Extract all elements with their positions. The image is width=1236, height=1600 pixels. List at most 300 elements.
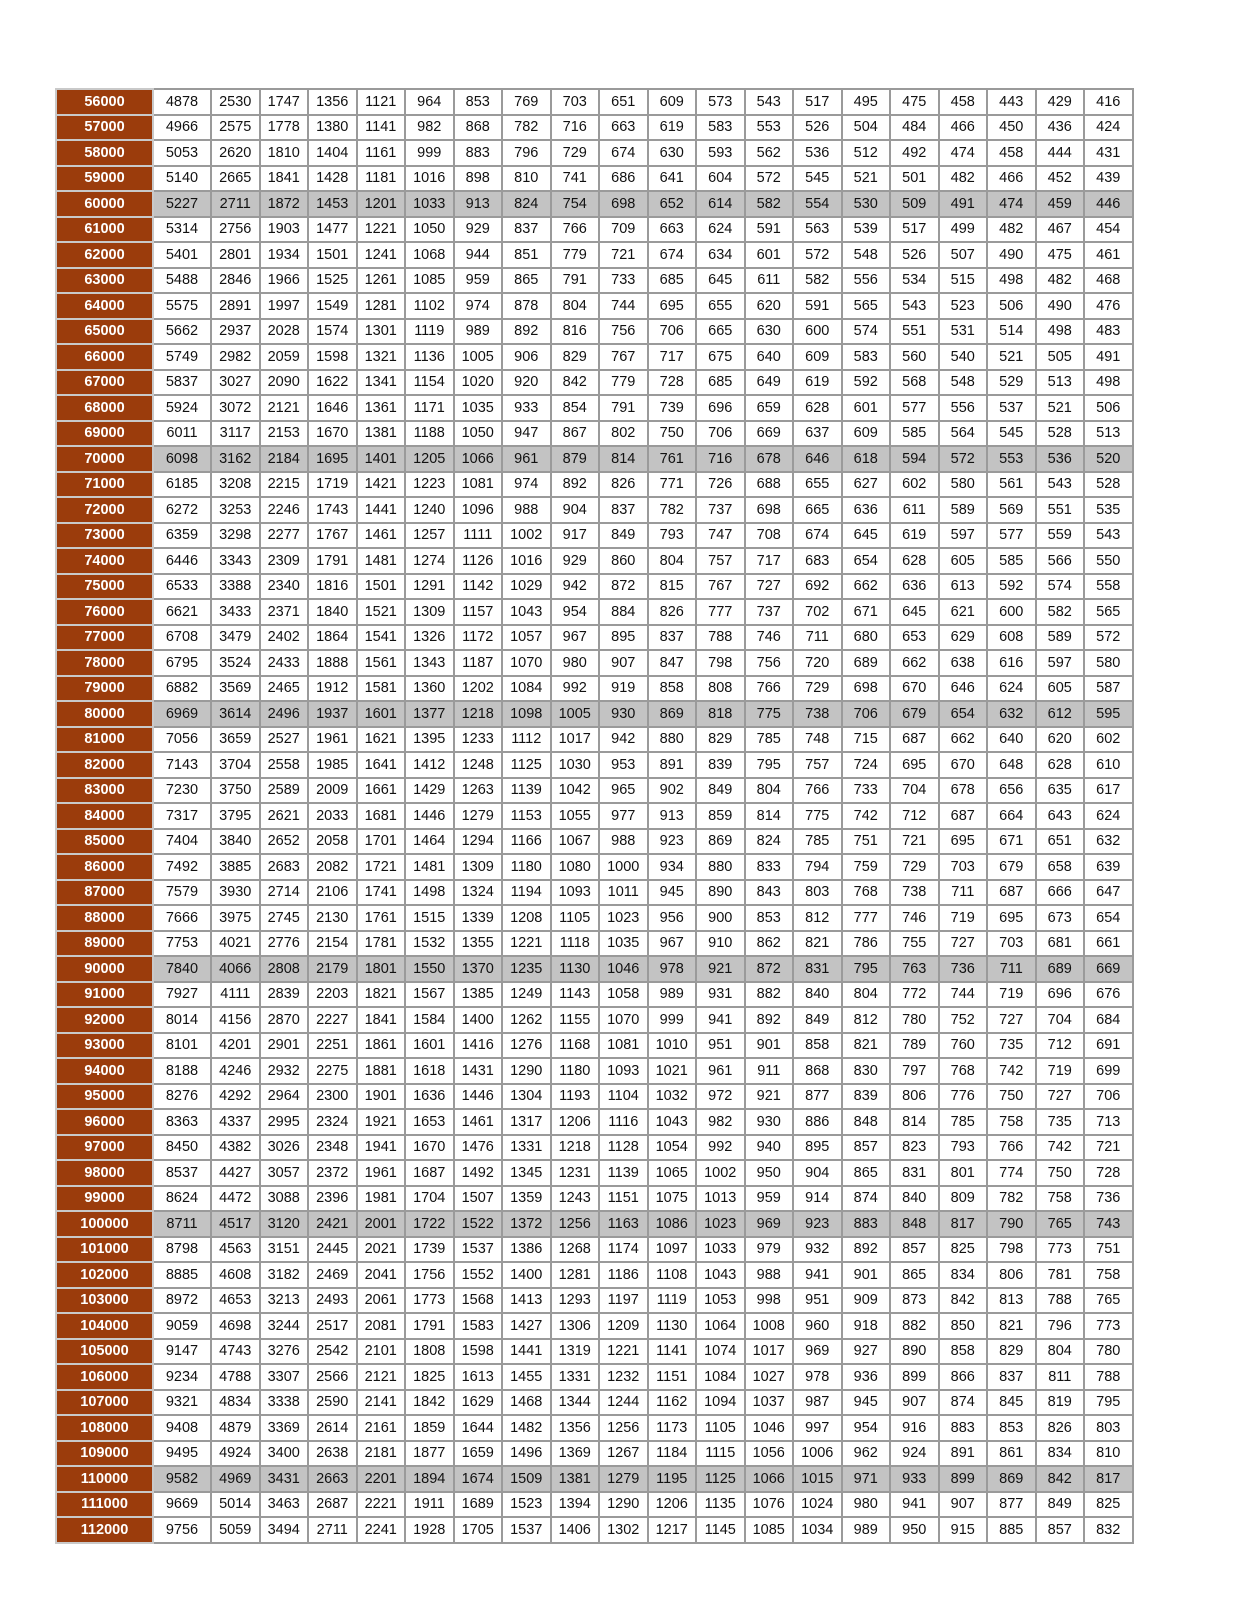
table-row: [56, 1135, 1133, 1161]
table-cell: 803: [1084, 1415, 1133, 1441]
table-row: [56, 1109, 1133, 1135]
table-cell: 849: [696, 778, 745, 804]
table-cell: 1154: [405, 370, 454, 396]
table-cell: 2687: [308, 1492, 357, 1518]
table-cell: 733: [599, 268, 648, 294]
table-cell: 2683: [260, 854, 309, 880]
table-cell: 1431: [454, 1058, 503, 1084]
table-cell: 765: [1084, 1288, 1133, 1314]
table-cell: 1903: [260, 217, 309, 243]
table-cell: 1455: [502, 1364, 551, 1390]
table-cell: 733: [842, 778, 891, 804]
table-cell: 629: [939, 625, 988, 651]
table-cell: 1621: [357, 727, 406, 753]
table-cell: 591: [745, 217, 794, 243]
table-cell: 967: [648, 931, 697, 957]
table-cell: 562: [745, 140, 794, 166]
table-row: [56, 1237, 1133, 1263]
table-cell: 2001: [357, 1211, 406, 1237]
table-cell: 1370: [454, 956, 503, 982]
table-cell: 1293: [551, 1288, 600, 1314]
table-cell: 786: [842, 931, 891, 957]
table-cell: 1324: [454, 880, 503, 906]
table-cell: 2201: [357, 1466, 406, 1492]
table-cell: 2277: [260, 523, 309, 549]
table-cell: 1151: [648, 1364, 697, 1390]
table-cell: 4337: [211, 1109, 260, 1135]
table-cell: 747: [696, 523, 745, 549]
table-cell: 1446: [405, 803, 454, 829]
table-cell: 2614: [308, 1415, 357, 1441]
table-cell: 941: [890, 1492, 939, 1518]
table-cell: 886: [793, 1109, 842, 1135]
table-cell: 774: [987, 1160, 1036, 1186]
table-cell: 2396: [308, 1186, 357, 1212]
table-cell: 504: [842, 115, 891, 141]
table-cell: 727: [1036, 1084, 1085, 1110]
table-cell: 545: [793, 166, 842, 192]
table-cell: 637: [793, 421, 842, 447]
table-cell: 1705: [454, 1517, 503, 1543]
table-cell: 706: [1084, 1084, 1133, 1110]
table-cell: 941: [793, 1262, 842, 1288]
table-cell: 498: [1084, 370, 1133, 396]
table-cell: 574: [1036, 574, 1085, 600]
table-cell: 685: [648, 268, 697, 294]
table-cell: 728: [1084, 1160, 1133, 1186]
table-cell: 1537: [502, 1517, 551, 1543]
table-cell: 7666: [153, 905, 211, 931]
table-cell: 8188: [153, 1058, 211, 1084]
table-cell: 913: [648, 803, 697, 829]
table-cell: 1015: [793, 1466, 842, 1492]
table-cell: 971: [842, 1466, 891, 1492]
table-cell: 8798: [153, 1237, 211, 1263]
table-cell: 869: [987, 1466, 1036, 1492]
table-cell: 877: [793, 1084, 842, 1110]
table-cell: 758: [1036, 1186, 1085, 1212]
table-cell: 3704: [211, 752, 260, 778]
table-cell: 954: [551, 599, 600, 625]
row-header: 96000: [56, 1109, 153, 1135]
table-cell: 1241: [357, 242, 406, 268]
table-cell: 969: [745, 1211, 794, 1237]
table-cell: 892: [551, 472, 600, 498]
table-cell: 944: [454, 242, 503, 268]
table-cell: 837: [648, 625, 697, 651]
table-cell: 628: [793, 395, 842, 421]
table-cell: 482: [1036, 268, 1085, 294]
table-cell: 703: [551, 89, 600, 115]
table-cell: 1501: [357, 574, 406, 600]
table-cell: 1173: [648, 1415, 697, 1441]
table-cell: 1427: [502, 1313, 551, 1339]
table-cell: 665: [793, 497, 842, 523]
table-cell: 2348: [308, 1135, 357, 1161]
table-cell: 761: [648, 446, 697, 472]
table-cell: 695: [648, 293, 697, 319]
row-header: 59000: [56, 166, 153, 192]
table-cell: 630: [745, 319, 794, 345]
table-cell: 1501: [308, 242, 357, 268]
table-cell: 1180: [551, 1058, 600, 1084]
table-cell: 662: [890, 650, 939, 676]
table-cell: 683: [793, 548, 842, 574]
table-cell: 6098: [153, 446, 211, 472]
table-cell: 3151: [260, 1237, 309, 1263]
table-cell: 2901: [260, 1033, 309, 1059]
table-cell: 1641: [357, 752, 406, 778]
table-cell: 951: [696, 1033, 745, 1059]
table-cell: 1162: [648, 1390, 697, 1416]
table-row: [56, 497, 1133, 523]
table-cell: 813: [987, 1288, 1036, 1314]
table-cell: 717: [745, 548, 794, 574]
table-cell: 974: [502, 472, 551, 498]
table-cell: 2033: [308, 803, 357, 829]
table-cell: 878: [502, 293, 551, 319]
table-row: [56, 676, 1133, 702]
table-row: [56, 727, 1133, 753]
table-cell: 1181: [357, 166, 406, 192]
table-cell: 1659: [454, 1441, 503, 1467]
table-cell: 954: [842, 1415, 891, 1441]
table-cell: 1521: [357, 599, 406, 625]
table-cell: 837: [502, 217, 551, 243]
table-cell: 1184: [648, 1441, 697, 1467]
table-cell: 1013: [696, 1186, 745, 1212]
table-cell: 1080: [551, 854, 600, 880]
table-cell: 3276: [260, 1339, 309, 1365]
table-cell: 9582: [153, 1466, 211, 1492]
table-cell: 751: [1084, 1237, 1133, 1263]
table-cell: 826: [1036, 1415, 1085, 1441]
table-cell: 1406: [551, 1517, 600, 1543]
table-cell: 572: [939, 446, 988, 472]
table-cell: 1301: [357, 319, 406, 345]
table-row: [56, 1084, 1133, 1110]
table-cell: 1428: [308, 166, 357, 192]
table-cell: 1636: [405, 1084, 454, 1110]
table-cell: 920: [502, 370, 551, 396]
table-cell: 1381: [551, 1466, 600, 1492]
table-cell: 687: [939, 803, 988, 829]
table-cell: 853: [987, 1415, 1036, 1441]
table-cell: 526: [890, 242, 939, 268]
table-cell: 858: [939, 1339, 988, 1365]
table-cell: 866: [939, 1364, 988, 1390]
table-cell: 1356: [308, 89, 357, 115]
table-cell: 865: [890, 1262, 939, 1288]
table-cell: 777: [696, 599, 745, 625]
table-cell: 704: [1036, 1007, 1085, 1033]
table-cell: 1808: [405, 1339, 454, 1365]
table-cell: 4608: [211, 1262, 260, 1288]
table-cell: 883: [842, 1211, 891, 1237]
table-cell: 2496: [260, 701, 309, 727]
table-cell: 1767: [308, 523, 357, 549]
table-cell: 3614: [211, 701, 260, 727]
table-cell: 757: [793, 752, 842, 778]
table-cell: 765: [1036, 1211, 1085, 1237]
table-cell: 651: [599, 89, 648, 115]
table-cell: 1429: [405, 778, 454, 804]
table-cell: 1523: [502, 1492, 551, 1518]
table-cell: 3208: [211, 472, 260, 498]
table-cell: 529: [987, 370, 1036, 396]
table-cell: 4111: [211, 982, 260, 1008]
table-cell: 1791: [308, 548, 357, 574]
table-cell: 1689: [454, 1492, 503, 1518]
table-cell: 1111: [454, 523, 503, 549]
table-cell: 760: [939, 1033, 988, 1059]
table-cell: 756: [745, 650, 794, 676]
table-cell: 482: [939, 166, 988, 192]
table-row: [56, 242, 1133, 268]
table-cell: 2246: [260, 497, 309, 523]
table-cell: 492: [890, 140, 939, 166]
table-cell: 951: [793, 1288, 842, 1314]
table-cell: 3338: [260, 1390, 309, 1416]
table-cell: 624: [1084, 803, 1133, 829]
table-cell: 568: [890, 370, 939, 396]
table-cell: 696: [1036, 982, 1085, 1008]
table-cell: 704: [890, 778, 939, 804]
table-cell: 1281: [551, 1262, 600, 1288]
table-cell: 959: [745, 1186, 794, 1212]
table-cell: 872: [745, 956, 794, 982]
table-cell: 1209: [599, 1313, 648, 1339]
table-cell: 5924: [153, 395, 211, 421]
table-cell: 901: [842, 1262, 891, 1288]
table-cell: 439: [1084, 166, 1133, 192]
table-cell: 848: [842, 1109, 891, 1135]
table-cell: 444: [1036, 140, 1085, 166]
table-cell: 1020: [454, 370, 503, 396]
table-cell: 1093: [599, 1058, 648, 1084]
table-cell: 904: [793, 1160, 842, 1186]
table-cell: 854: [551, 395, 600, 421]
table-cell: 605: [1036, 676, 1085, 702]
table-cell: 907: [890, 1390, 939, 1416]
table-cell: 2566: [308, 1364, 357, 1390]
table-cell: 906: [502, 344, 551, 370]
table-row: [56, 217, 1133, 243]
table-cell: 640: [987, 727, 1036, 753]
table-cell: 848: [890, 1211, 939, 1237]
table-cell: 1193: [551, 1084, 600, 1110]
table-cell: 554: [793, 191, 842, 217]
table-cell: 1381: [357, 421, 406, 447]
table-cell: 661: [1084, 931, 1133, 957]
table-cell: 654: [842, 548, 891, 574]
table-cell: 490: [1036, 293, 1085, 319]
table-cell: 988: [502, 497, 551, 523]
table-cell: 520: [1084, 446, 1133, 472]
table-cell: 1877: [405, 1441, 454, 1467]
table-row: [56, 523, 1133, 549]
table-cell: 685: [696, 370, 745, 396]
table-cell: 947: [502, 421, 551, 447]
table-cell: 1171: [405, 395, 454, 421]
table-cell: 1023: [599, 905, 648, 931]
table-cell: 842: [551, 370, 600, 396]
table-cell: 679: [987, 854, 1036, 880]
table-cell: 523: [939, 293, 988, 319]
table-cell: 1233: [454, 727, 503, 753]
table-cell: 907: [939, 1492, 988, 1518]
table-cell: 670: [890, 676, 939, 702]
table-cell: 2203: [308, 982, 357, 1008]
table-cell: 795: [1084, 1390, 1133, 1416]
table-cell: 6185: [153, 472, 211, 498]
table-cell: 1055: [551, 803, 600, 829]
table-cell: 1168: [551, 1033, 600, 1059]
table-cell: 941: [696, 1007, 745, 1033]
table-cell: 746: [745, 625, 794, 651]
table-cell: 914: [793, 1186, 842, 1212]
table-cell: 882: [890, 1313, 939, 1339]
table-cell: 1291: [405, 574, 454, 600]
table-cell: 824: [745, 829, 794, 855]
table-cell: 3388: [211, 574, 260, 600]
table-cell: 744: [939, 982, 988, 1008]
table-cell: 1086: [648, 1211, 697, 1237]
table-cell: 712: [1036, 1033, 1085, 1059]
table-cell: 654: [939, 701, 988, 727]
table-cell: 691: [1084, 1033, 1133, 1059]
table-cell: 9756: [153, 1517, 211, 1543]
table-row: [56, 395, 1133, 421]
table-cell: 2527: [260, 727, 309, 753]
table-cell: 2469: [308, 1262, 357, 1288]
table-cell: 610: [1084, 752, 1133, 778]
table-cell: 3088: [260, 1186, 309, 1212]
table-cell: 2665: [211, 166, 260, 192]
table-cell: 1584: [405, 1007, 454, 1033]
table-cell: 825: [939, 1237, 988, 1263]
table-cell: 543: [745, 89, 794, 115]
row-header: 95000: [56, 1084, 153, 1110]
table-cell: 1294: [454, 829, 503, 855]
table-cell: 507: [939, 242, 988, 268]
table-cell: 1006: [793, 1441, 842, 1467]
table-cell: 458: [987, 140, 1036, 166]
table-cell: 1068: [405, 242, 454, 268]
table-cell: 1492: [454, 1160, 503, 1186]
table-cell: 1054: [648, 1135, 697, 1161]
table-cell: 1901: [357, 1084, 406, 1110]
table-cell: 890: [696, 880, 745, 906]
table-cell: 880: [648, 727, 697, 753]
table-cell: 2711: [308, 1517, 357, 1543]
table-cell: 2324: [308, 1109, 357, 1135]
table-row: [56, 446, 1133, 472]
row-header: 108000: [56, 1415, 153, 1441]
table-cell: 1670: [405, 1135, 454, 1161]
table-cell: 602: [890, 472, 939, 498]
table-cell: 977: [599, 803, 648, 829]
table-cell: 1161: [357, 140, 406, 166]
row-header: 92000: [56, 1007, 153, 1033]
table-cell: 832: [1084, 1517, 1133, 1543]
table-cell: 8363: [153, 1109, 211, 1135]
table-cell: 1016: [405, 166, 454, 192]
table-cell: 543: [1036, 472, 1085, 498]
table-cell: 834: [1036, 1441, 1085, 1467]
table-cell: 891: [648, 752, 697, 778]
table-cell: 1377: [405, 701, 454, 727]
table-cell: 692: [793, 574, 842, 600]
table-cell: 1000: [599, 854, 648, 880]
table-cell: 708: [745, 523, 794, 549]
table-cell: 643: [1036, 803, 1085, 829]
table-cell: 1042: [551, 778, 600, 804]
table-cell: 781: [1036, 1262, 1085, 1288]
table-cell: 536: [1036, 446, 1085, 472]
table-cell: 482: [987, 217, 1036, 243]
table-cell: 2870: [260, 1007, 309, 1033]
table-cell: 582: [745, 191, 794, 217]
table-cell: 1515: [405, 905, 454, 931]
table-cell: 1934: [260, 242, 309, 268]
table-cell: 1386: [502, 1237, 551, 1263]
table-cell: 1356: [551, 1415, 600, 1441]
row-header: 85000: [56, 829, 153, 855]
table-cell: 1058: [599, 982, 648, 1008]
table-cell: 592: [987, 574, 1036, 600]
table-cell: 512: [842, 140, 891, 166]
table-cell: 1385: [454, 982, 503, 1008]
table-cell: 4021: [211, 931, 260, 957]
table-cell: 1622: [308, 370, 357, 396]
table-cell: 640: [745, 344, 794, 370]
table-cell: 1128: [599, 1135, 648, 1161]
table-cell: 1056: [745, 1441, 794, 1467]
table-cell: 2184: [260, 446, 309, 472]
table-cell: 580: [1084, 650, 1133, 676]
row-header: 61000: [56, 217, 153, 243]
table-cell: 1112: [502, 727, 551, 753]
table-cell: 789: [890, 1033, 939, 1059]
table-cell: 698: [599, 191, 648, 217]
table-cell: 802: [599, 421, 648, 447]
table-cell: 526: [793, 115, 842, 141]
table-cell: 2652: [260, 829, 309, 855]
table-cell: 2241: [357, 1517, 406, 1543]
table-cell: 580: [939, 472, 988, 498]
table-cell: 1002: [696, 1160, 745, 1186]
table-cell: 1232: [599, 1364, 648, 1390]
table-cell: 1653: [405, 1109, 454, 1135]
table-cell: 1400: [502, 1262, 551, 1288]
table-row: [56, 89, 1133, 115]
table-cell: 859: [696, 803, 745, 829]
table-row: [56, 548, 1133, 574]
table-cell: 1223: [405, 472, 454, 498]
table-cell: 8537: [153, 1160, 211, 1186]
table-cell: 810: [1084, 1441, 1133, 1467]
table-cell: 721: [599, 242, 648, 268]
table-cell: 767: [599, 344, 648, 370]
table-cell: 620: [1036, 727, 1085, 753]
table-cell: 1481: [357, 548, 406, 574]
row-header: 91000: [56, 982, 153, 1008]
table-cell: 535: [1084, 497, 1133, 523]
table-cell: 821: [793, 931, 842, 957]
table-row: [56, 803, 1133, 829]
table-cell: 1644: [454, 1415, 503, 1441]
